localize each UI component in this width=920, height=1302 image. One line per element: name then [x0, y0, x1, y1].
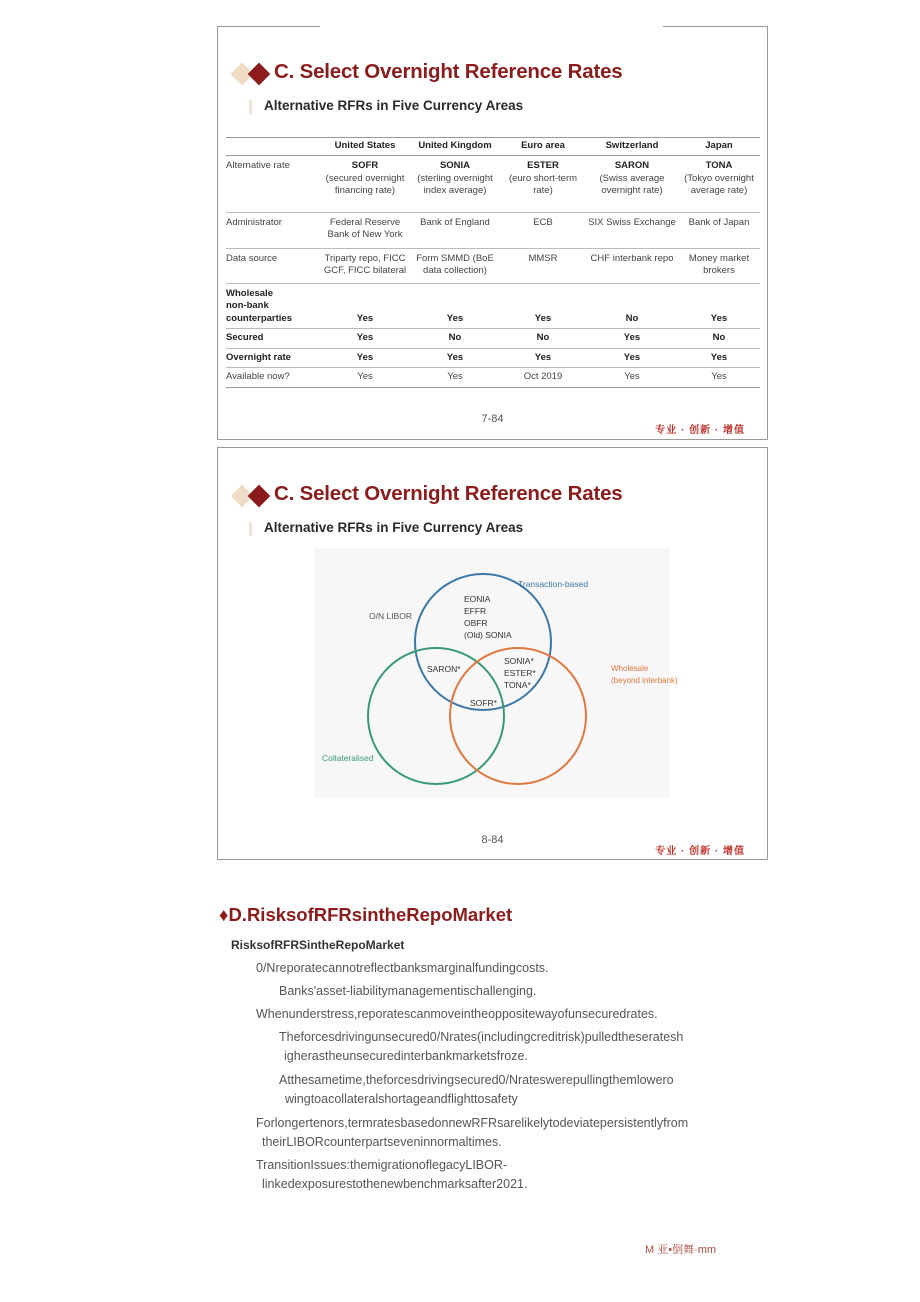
table-cell: Yes — [586, 329, 678, 349]
text-line: wingtoacollateralshortageandflighttosafety — [285, 1092, 518, 1106]
wholesale-label: (beyond interbank) — [611, 676, 678, 685]
table-cell: Triparty repo, FICC GCF, FICC bilateral — [320, 248, 410, 283]
page-number: 8-84 — [481, 834, 504, 846]
table-cell: SOFR (secured overnight financing rate) — [325, 160, 405, 196]
table-cell: ESTER (euro short-term rate) — [508, 160, 578, 196]
brand-slogan: 专业 · 创新 · 增值 — [655, 425, 745, 436]
table-header-cell: Euro area — [500, 138, 586, 156]
brand-slogan: 专业 · 创新 · 增值 — [655, 846, 745, 857]
venn-item: TONA* — [504, 680, 531, 690]
venn-item: ESTER* — [504, 668, 536, 678]
venn-item: EONIA — [464, 594, 491, 604]
slide-title: C. Select Overnight Reference Rates — [274, 482, 623, 505]
table-cell: SIX Swiss Exchange — [586, 212, 678, 248]
table-header-cell: United States — [320, 138, 410, 156]
table-cell: Bank of Japan — [678, 212, 760, 248]
wholesale-label: Wholesale — [611, 664, 649, 673]
row-label: Data source — [226, 248, 320, 283]
row-label: Alternative rate — [226, 160, 290, 171]
table-cell: Yes — [320, 348, 410, 368]
row-label: Secured — [226, 329, 320, 349]
row-label: Administrator — [226, 212, 320, 248]
table-row — [226, 368, 760, 388]
row-label: Wholesale non-bank counterparties — [226, 283, 320, 329]
table-cell: No — [678, 329, 760, 349]
table-row — [226, 156, 760, 213]
table-row — [226, 348, 760, 368]
table-cell: No — [410, 329, 500, 349]
text-line: igherastheunsecuredinterbankmarketsfroze. — [284, 1049, 528, 1063]
text-line: Whenunderstress,reporatescanmoveintheoppositewayofunsecuredrates. — [256, 1007, 658, 1021]
table-cell: Yes — [410, 368, 500, 388]
on-libor-label: O/N LIBOR — [369, 611, 412, 621]
venn-item: EFFR — [464, 606, 487, 616]
table-cell: No — [586, 283, 678, 329]
table-cell: SONIA (sterling overnight index average) — [417, 160, 493, 196]
table-cell: CHF interbank repo — [586, 248, 678, 283]
table-header-cell — [226, 138, 320, 156]
diamond-logo-icon — [234, 64, 274, 86]
table-cell: Yes — [320, 368, 410, 388]
table-cell: MMSR — [500, 248, 586, 283]
page-number: 7-84 — [481, 413, 504, 425]
table-cell: Form SMMD (BoE data collection) — [410, 248, 500, 283]
footer-watermark: M 亚•倒舞·mm — [645, 1244, 717, 1256]
transaction-based-label: Transaction-based — [518, 579, 589, 589]
table-cell: Yes — [320, 329, 410, 349]
venn-item: OBFR — [464, 618, 488, 628]
slide-title: C. Select Overnight Reference Rates — [274, 60, 623, 83]
table-row — [226, 248, 760, 283]
table-header-cell: Switzerland — [586, 138, 678, 156]
venn-item: (Old) SONIA — [464, 630, 512, 640]
row-label: Overnight rate — [226, 348, 320, 368]
table-cell: Yes — [586, 348, 678, 368]
slide-border-line — [218, 26, 320, 27]
table-cell: Yes — [678, 283, 760, 329]
section-heading: ♦D.RisksofRFRsintheRepoMarket — [219, 904, 513, 925]
table-cell: Yes — [410, 283, 500, 329]
rfr-comparison-table — [226, 137, 760, 388]
venn-item-saron: SARON* — [427, 664, 461, 674]
table-header-cell: Japan — [678, 138, 760, 156]
table-cell: SARON (Swiss average overnight rate) — [599, 160, 665, 196]
table-cell: TONA (Tokyo overnight average rate) — [684, 160, 754, 196]
text-line: theirLIBORcounterpartseveninnormaltimes. — [262, 1135, 502, 1149]
venn-item: SONIA* — [504, 656, 534, 666]
table-header-cell: United Kingdom — [410, 138, 500, 156]
slide-subtitle: Alternative RFRs in Five Currency Areas — [264, 520, 524, 535]
table-header-row — [226, 138, 760, 156]
venn-diagram — [218, 448, 767, 859]
table-row — [226, 283, 760, 329]
section-subheading: RisksofRFRSintheRepoMarket — [231, 938, 405, 952]
table-cell: Yes — [678, 368, 760, 388]
table-cell: Yes — [410, 348, 500, 368]
text-line: Forlongertenors,termratesbasedonnewRFRsarelikelytodeviatepersistentlyfrom — [256, 1116, 689, 1130]
text-line: 0/Nreporatecannotreflectbanksmarginalfundingcosts. — [256, 961, 549, 975]
slide-rfr-venn — [217, 447, 768, 860]
table-cell: Yes — [500, 283, 586, 329]
text-line: Theforcesdrivingunsecured0/Nrates(includingcreditrisk)pulledtheseratesh — [279, 1030, 684, 1044]
table-cell: ECB — [500, 212, 586, 248]
text-line: Atthesametime,theforcesdrivingsecured0/Nrateswerepullingthemlowero — [279, 1073, 674, 1087]
venn-item-sofr: SOFR* — [470, 698, 497, 708]
table-cell: Yes — [500, 348, 586, 368]
slide-rfr-table — [217, 26, 768, 440]
table-cell: Yes — [586, 368, 678, 388]
subtitle-marker — [249, 100, 252, 114]
table-cell: No — [500, 329, 586, 349]
text-line: linkedexposurestothenewbenchmarksafter2021. — [262, 1177, 528, 1191]
text-line: TransitionIssues:themigrationoflegacyLIBOR- — [256, 1158, 508, 1172]
collateralised-label: Collateralised — [322, 753, 374, 763]
table-cell: Federal Reserve Bank of New York — [320, 212, 410, 248]
row-label: Available now? — [226, 368, 320, 388]
table-cell: Oct 2019 — [500, 368, 586, 388]
table-cell: Money market brokers — [678, 248, 760, 283]
table-cell: Yes — [678, 348, 760, 368]
text-line: Banks'asset-liabilitymanagementischallenging. — [279, 984, 537, 998]
table-cell: Bank of England — [410, 212, 500, 248]
slide-border-line — [663, 26, 767, 27]
table-cell: Yes — [320, 283, 410, 329]
slide-subtitle: Alternative RFRs in Five Currency Areas — [264, 98, 524, 113]
table-row — [226, 329, 760, 349]
table-row — [226, 212, 760, 248]
